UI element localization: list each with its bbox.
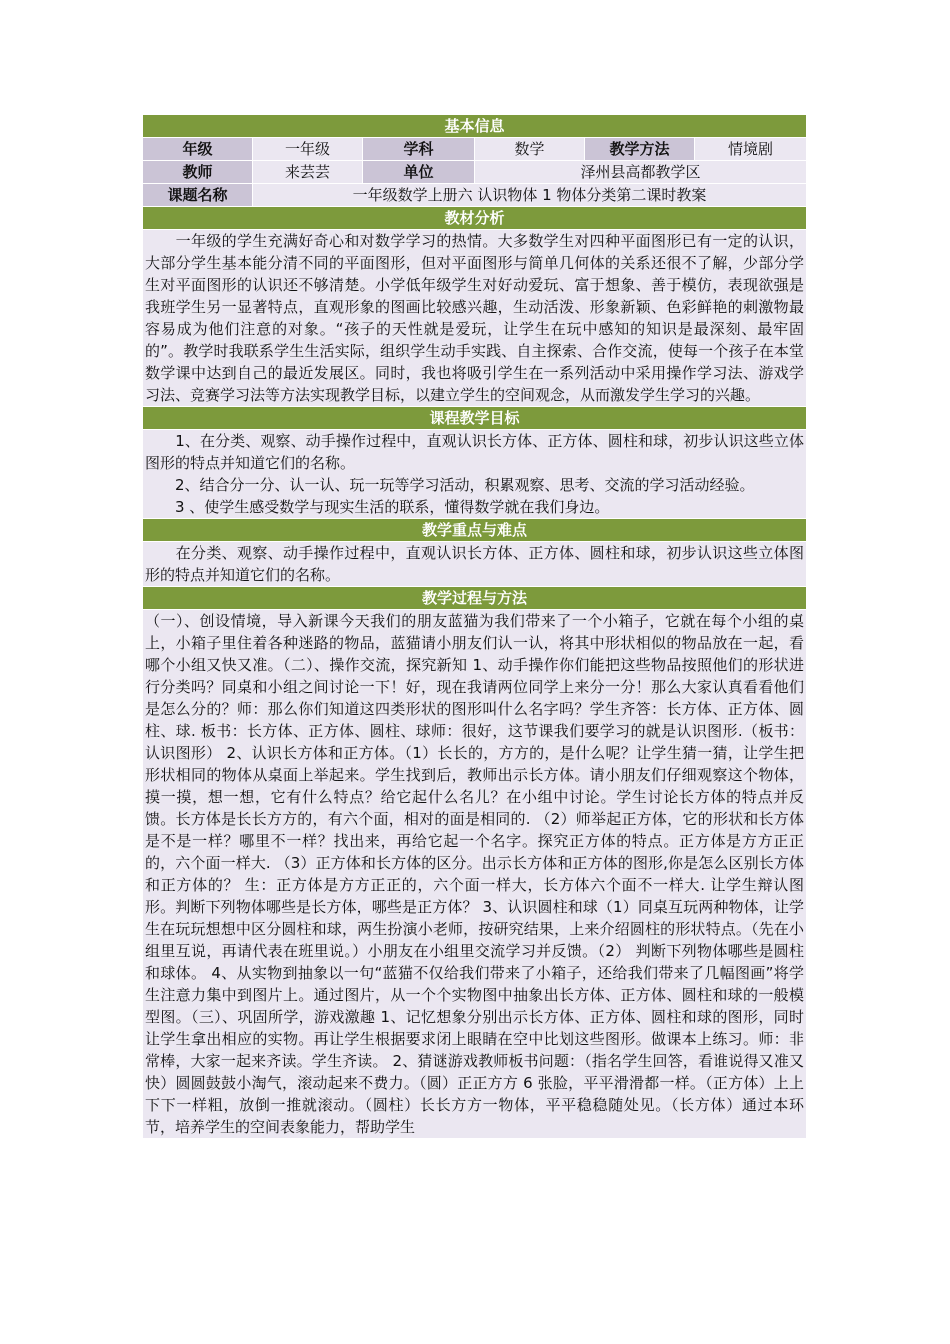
method-value: 情境剧 bbox=[694, 138, 806, 160]
keypoints-header: 教学重点与难点 bbox=[143, 519, 806, 542]
process-text bbox=[143, 610, 806, 1139]
basic-info-row-2 bbox=[143, 161, 806, 184]
process-paragraph: （一）、创设情境，导入新课今天我们的朋友蓝猫为我们带来了一个小箱子，它就在每个小组的桌上，小箱子里住着各种迷路的物品，蓝猫请小朋友们认一认，将其中形状相似的物品放在一起，看哪个小组又快又准。（二）、操作交流，探究新知 1、动手操作你们能把这些物品按照他们的形状进行分类吗？同桌和小组之间讨论一下！好，现在我请两位同学上来分一分！那么大家认真看看他们是怎么分的？师：那么你们知道这四类形状的图形叫什么名字吗？学生齐答：长方体、正方体、圆柱、球. 板书：长方体、正方体、圆柱、球师：很好，这节课我们要学习的就是认识图形.（板书：认识图形） 2、认识长方体和正方体。（1）长长的，方方的，是什么呢？让学生猜一猜，让学生把形状相同的物体从桌面上举起来。学生找到后，教师出示长方体。请小朋友们仔细观察这个物体，摸一摸，想一想，它有什么特点？给它起什么名儿？在小组中讨论。学生讨论长方体的特点并反馈。长方体是长长方方的，有六个面，相对的面是相同的. （2）师举起正方体，它的形状和长方体是不是一样？哪里不一样？找出来，再给它起一个名字。探究正方体的特点。正方体是方方正正的，六个面一样大. （3）正方体和长方体的区分。出示长方体和正方体的图形,你是怎么区别长方体和正方体的？ 生：正方体是方方正正的，六个面一样大，长方体六个面不一样大. 让学生辩认图形。判断下列物体哪些是长方体，哪些是正方体？ 3、认识圆柱和球（1）同桌互玩两种物体，让学生在玩玩想想中区分圆柱和球，两生扮演小老师，按研究结果，上来介绍圆柱的形状特点。（先在小组里互说，再请代表在班里说。）小朋友在小组里交流学习并反馈。（2） 判断下列物体哪些是圆柱和球体。 4、从实物到抽象以一句“蓝猫不仅给我们带来了小箱子，还给我们带来了几幅图画”将学生注意力集中到图片上。通过图片，从一个个实物图中抽象出长方体、正方体、圆柱和球的一般模型图。（三）、巩固所学，游戏激趣 1、记忆想象分别出示长方体、正方体、圆柱和球的图形，同时让学生拿出相应的实物。再让学生根据要求闭上眼睛在空中比划这些图形。做课本上练习。师：非常棒，大家一起来齐读。学生齐读。 2、猜谜游戏教师板书问题：（指名学生回答，看谁说得又准又快）圆圆鼓鼓小淘气，滚动起来不费力。（圆）正正方方 6 张脸，平平滑滑都一样。（正方体）上上下下一样粗，放倒一推就滚动。（圆柱）长长方方一物体，平平稳稳随处见。（长方体）通过本环节，培养学生的空间表象能力，帮助学生 bbox=[145, 612, 804, 1136]
teacher-value: 来芸芸 bbox=[252, 161, 362, 183]
lesson-plan-table bbox=[143, 115, 806, 1139]
method-label: 教学方法 bbox=[584, 138, 694, 160]
basic-info-row-3 bbox=[143, 184, 806, 207]
keypoints-paragraph: 在分类、观察、动手操作过程中，直观认识长方体、正方体、圆柱和球，初步认识这些立体图形的特点并知道它们的名称。 bbox=[145, 544, 804, 584]
analysis-paragraph: 一年级的学生充满好奇心和对数学学习的热情。大多数学生对四种平面图形已有一定的认识，大部分学生基本能分清不同的平面图形，但对平面图形与简单几何体的关系还很不了解，少部分学生对平面图形的认识还不够清楚。小学低年级学生对好动爱玩、富于想象、善于模仿，表现欲强是我班学生另一显著特点，直观形象的图画比较感兴趣，生动活泼、形象新颖、色彩鲜艳的刺激物最容易成为他们注意的对象。“孩子的天性就是爱玩，让学生在玩中感知的知识是最深刻、最牢固的”。教学时我联系学生生活实际，组织学生动手实践、自主探索、合作交流，使每一个孩子在本堂数学课中达到自己的最近发展区。同时，我也将吸引学生在一系列活动中采用操作学习法、游戏学习法、竞赛学习法等方法实现教学目标，以建立学生的空间观念，从而激发学生学习的兴趣。 bbox=[145, 232, 804, 404]
grade-label: 年级 bbox=[143, 138, 252, 160]
unit-label: 单位 bbox=[362, 161, 474, 183]
subject-value: 数学 bbox=[474, 138, 584, 160]
goal-item: 2、结合分一分、认一认、玩一玩等学习活动，积累观察、思考、交流的学习活动经验。 bbox=[145, 476, 755, 494]
teacher-label: 教师 bbox=[143, 161, 252, 183]
keypoints-text bbox=[143, 542, 806, 587]
goal-item: 3 、使学生感受数学与现实生活的联系，懂得数学就在我们身边。 bbox=[145, 498, 610, 516]
unit-value: 泽州县高都教学区 bbox=[474, 161, 806, 183]
goals-text bbox=[143, 430, 806, 519]
basic-info-row-1 bbox=[143, 138, 806, 161]
grade-value: 一年级 bbox=[252, 138, 362, 160]
process-header: 教学过程与方法 bbox=[143, 587, 806, 610]
basic-info-header: 基本信息 bbox=[143, 115, 806, 138]
topic-label: 课题名称 bbox=[143, 184, 252, 206]
goal-item: 1、在分类、观察、动手操作过程中，直观认识长方体、正方体、圆柱和球，初步认识这些立体图形的特点并知道它们的名称。 bbox=[145, 432, 804, 472]
subject-label: 学科 bbox=[362, 138, 474, 160]
goals-header: 课程教学目标 bbox=[143, 407, 806, 430]
analysis-header: 教材分析 bbox=[143, 207, 806, 230]
topic-value: 一年级数学上册六 认识物体 1 物体分类第二课时教案 bbox=[252, 184, 806, 206]
analysis-text bbox=[143, 230, 806, 407]
